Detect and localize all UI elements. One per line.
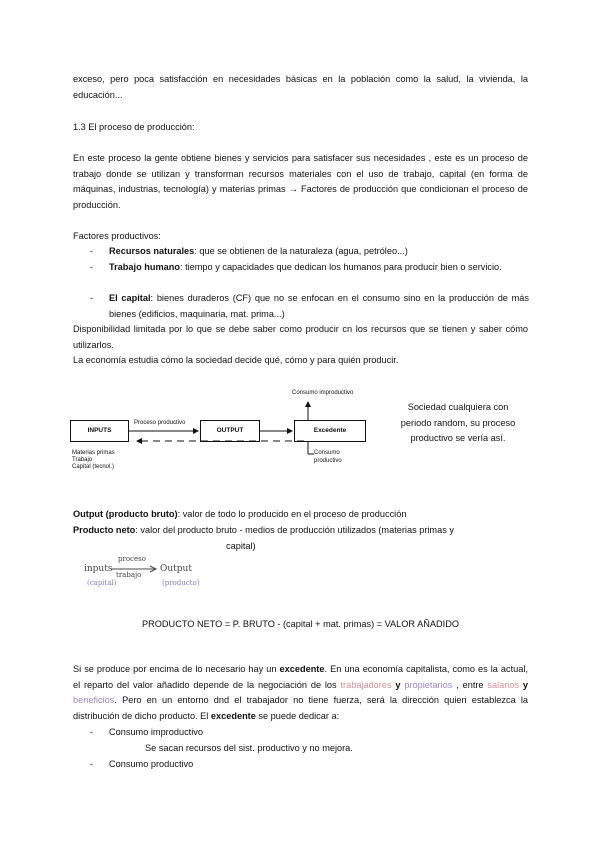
p5-d: . Pero en un entorno dnd el trabajador no tiene fuerza, será la dirección quien establezca la distribución de dicho producto. El — [73, 695, 528, 721]
word-trabajadores: trabajadores — [340, 679, 392, 690]
p5-y2: y — [519, 679, 529, 690]
intro-line-1: exceso, pero poca satisfacción en necesidades básicas en la población como la salud, la vivienda, la — [73, 74, 528, 84]
side-note: Sociedad cualquiera con periodo random, su proceso productivo se vería así. — [400, 402, 516, 443]
neto-definition — [73, 523, 528, 539]
consumo-improductivo-sub: Se sacan recursos del sist. productivo y no mejora. — [145, 743, 353, 753]
term-trabajo: Trabajo humano — [109, 262, 180, 272]
p5-y1: y — [391, 679, 405, 690]
p5-b: . En una economía capitalista, como es la actual, el reparto del valor añadido depende de la negociación de los — [73, 664, 528, 690]
intro-line-2: educación... — [73, 89, 123, 100]
list-dash: - — [90, 262, 94, 272]
label-consumo-productivo-2: productivo — [314, 458, 342, 464]
word-salarios: salarios — [487, 679, 520, 690]
consumo-productivo-text: Consumo productivo — [109, 759, 194, 769]
list-dash: - — [90, 293, 94, 303]
term-excedente-2: excedente — [210, 710, 256, 721]
term-trabajo-desc: : tiempo y capacidades que dedican los humanos para producir bien o servicio. — [179, 262, 502, 272]
term-recursos-desc: : que se obtienen de la naturaleza (agua, petróleo...) — [194, 246, 408, 256]
paragraph-economia: La economía estudia cómo la sociedad decide qué, cómo y para quién producir. — [73, 355, 399, 365]
list-dash: - — [90, 727, 94, 737]
list-dash: - — [90, 759, 94, 769]
label-consumo-improductivo: Consumo improductivo — [292, 390, 354, 396]
term-excedente: excedente — [279, 664, 325, 674]
p5-c: , entre — [452, 679, 488, 690]
label-proceso-productivo: Proceso productivo — [134, 420, 186, 426]
word-propietarios: propietarios — [404, 679, 453, 690]
output-definition — [73, 507, 528, 523]
box-excedente: Excedente — [294, 420, 366, 442]
handwritten-output: Output — [160, 564, 192, 574]
production-diagram — [62, 380, 392, 492]
section-heading: 1.3 El proceso de producción: — [73, 122, 195, 132]
paragraph-excedente — [73, 662, 528, 724]
neto-continuation: capital) — [226, 541, 256, 551]
term-recursos: Recursos naturales — [109, 246, 195, 256]
p5-a: Si se produce por encima de lo necesario hay un — [73, 664, 280, 674]
p5-e: se puede dedicar a: — [255, 710, 340, 721]
neto-desc: : valor del producto bruto - medios de producción utilizados (materias primas y — [135, 525, 454, 535]
paragraph-intro — [73, 72, 528, 103]
output-desc: : valor de todo lo producido en el proceso de producción — [177, 509, 407, 519]
label-trabajo: Trabajo — [72, 457, 93, 463]
consumo-improductivo-text: Consumo improductivo — [109, 727, 203, 737]
handwritten-producto: (producto) — [162, 579, 200, 587]
handwritten-proceso: proceso — [118, 555, 146, 563]
label-capital: Capital (tecnol.) — [72, 464, 115, 470]
word-beneficios: beneficios — [73, 695, 115, 705]
term-capital: El capital — [109, 293, 151, 303]
term-capital-desc: : bienes duraderos (CF) que no se enfocan en el consumo sino en la producción de más bienes (edificios, maquinaria, mat. prima...) — [109, 293, 530, 319]
term-producto-neto: Producto neto — [73, 525, 136, 535]
handwritten-arrows — [78, 552, 238, 592]
label-consumo-productivo-1: Consumo — [314, 450, 340, 456]
paragraph-proceso: En este proceso la gente obtiene bienes y servicios para satisfacer sus necesidades , este es un proceso de trabajo donde se utilizan y transforman recursos materiales con el uso de trabajo, capital (en forma de máquinas, industrias, tecnología) y materias primas → Factores de producción que condicionan el proceso de producción. — [73, 153, 528, 210]
term-output: Output (producto bruto) — [73, 509, 178, 519]
box-output: OUTPUT — [200, 420, 260, 442]
handwritten-trabajo: trabajo — [116, 571, 142, 579]
handwritten-inputs: inputs — [84, 564, 113, 574]
label-materias-primas: Materias primas — [72, 450, 115, 456]
formula: PRODUCTO NETO = P. BRUTO - (capital + mat. primas) = VALOR AÑADIDO — [142, 619, 459, 629]
paragraph-disponibilidad: Disponibilidad limitada por lo que se debe saber como producir cn los recursos que se tienen y saber cómo utilizarlos. — [73, 324, 528, 350]
factores-title: Factores productivos: — [73, 231, 161, 241]
box-inputs: INPUTS — [70, 420, 129, 442]
handwritten-capital: (capital) — [87, 579, 117, 587]
list-dash: - — [90, 246, 94, 256]
